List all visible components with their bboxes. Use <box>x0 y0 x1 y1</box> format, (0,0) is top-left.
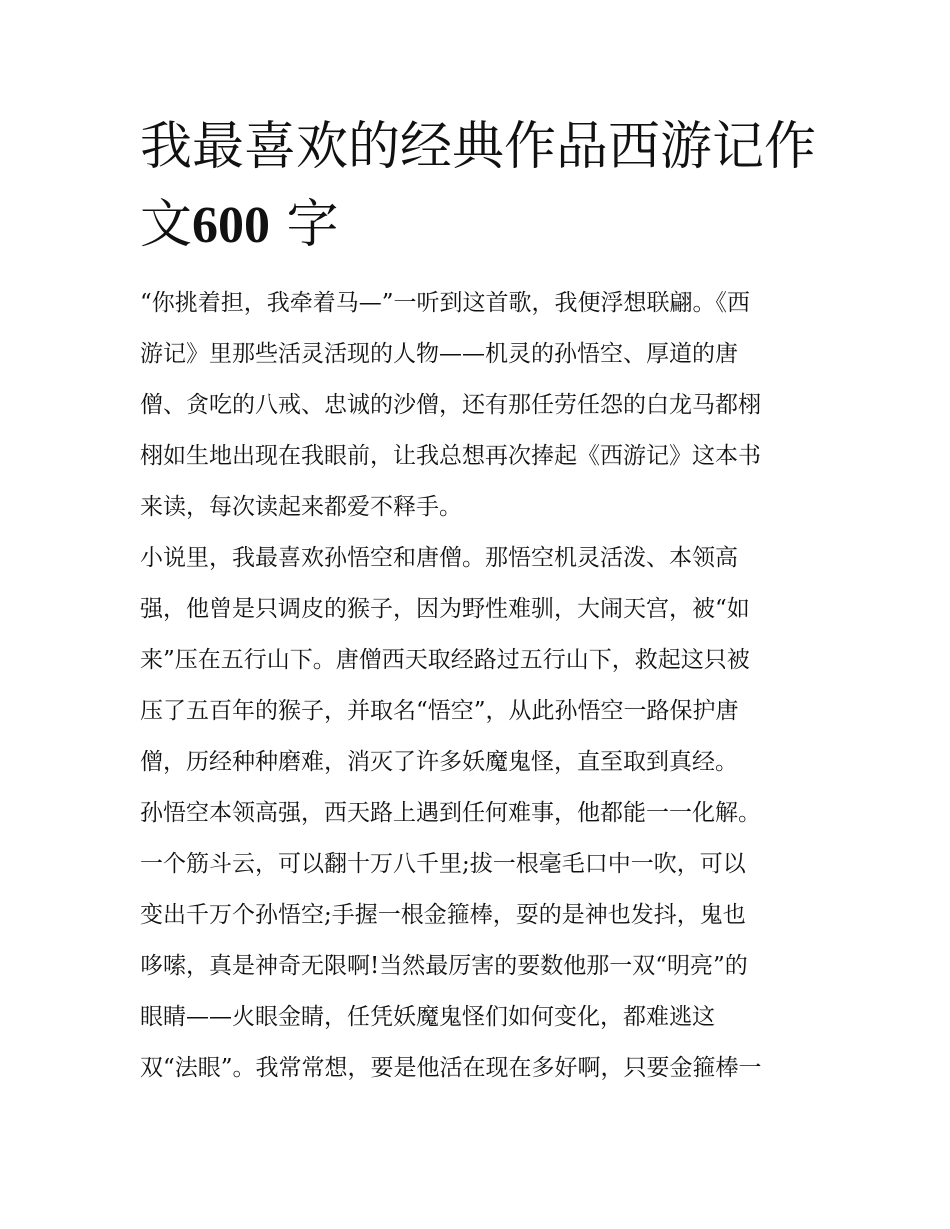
body-line: 游记》里那些活灵活现的人物——机灵的孙悟空、厚道的唐 <box>140 341 738 367</box>
body-line: 强，他曾是只调皮的猴子，因为野性难驯，大闹天宫，被“如 <box>140 596 750 622</box>
essay-body <box>140 278 820 1094</box>
title-line-2-suffix: 字 <box>286 195 339 255</box>
body-line: 哆嗦，真是神奇无限啊!当然最厉害的要数他那一双“明亮”的 <box>140 953 748 979</box>
body-line: 孙悟空本领高强，西天路上遇到任何难事，他都能一一化解。 <box>140 800 761 826</box>
title-line-2-number: 600 <box>192 197 271 254</box>
body-line: 变出千万个孙悟空;手握一根金箍棒，耍的是神也发抖，鬼也 <box>140 902 746 928</box>
title-line-2-prefix: 文 <box>140 195 193 255</box>
body-line: 来”压在五行山下。唐僧西天取经路过五行山下，救起这只被 <box>140 647 750 673</box>
body-line: “你挑着担，我牵着马—”一听到这首歌，我便浮想联翩。《西 <box>140 290 751 316</box>
document-title <box>140 108 820 265</box>
body-line: 僧、贪吃的八戒、忠诚的沙僧，还有那任劳任怨的白龙马都栩 <box>140 392 761 418</box>
body-line: 一个筋斗云，可以翻十万八千里;拔一根毫毛口中一吹，可以 <box>140 851 746 877</box>
body-line: 栩如生地出现在我眼前，让我总想再次捧起《西游记》这本书 <box>140 443 761 469</box>
body-line: 来读，每次读起来都爱不释手。 <box>140 494 462 520</box>
body-line: 小说里，我最喜欢孙悟空和唐僧。那悟空机灵活泼、本领高 <box>140 545 738 571</box>
body-line: 僧，历经种种磨难，消灭了许多妖魔鬼怪，直至取到真经。 <box>140 749 738 775</box>
body-line: 压了五百年的猴子，并取名“悟空”，从此孙悟空一路保护唐 <box>140 698 739 724</box>
title-line-1: 我最喜欢的经典作品西游记作 <box>140 117 817 177</box>
body-line: 眼睛——火眼金睛，任凭妖魔鬼怪们如何变化，都难逃这 <box>140 1004 715 1030</box>
body-line: 双“法眼”。我常常想，要是他活在现在多好啊，只要金箍棒一 <box>140 1055 762 1081</box>
